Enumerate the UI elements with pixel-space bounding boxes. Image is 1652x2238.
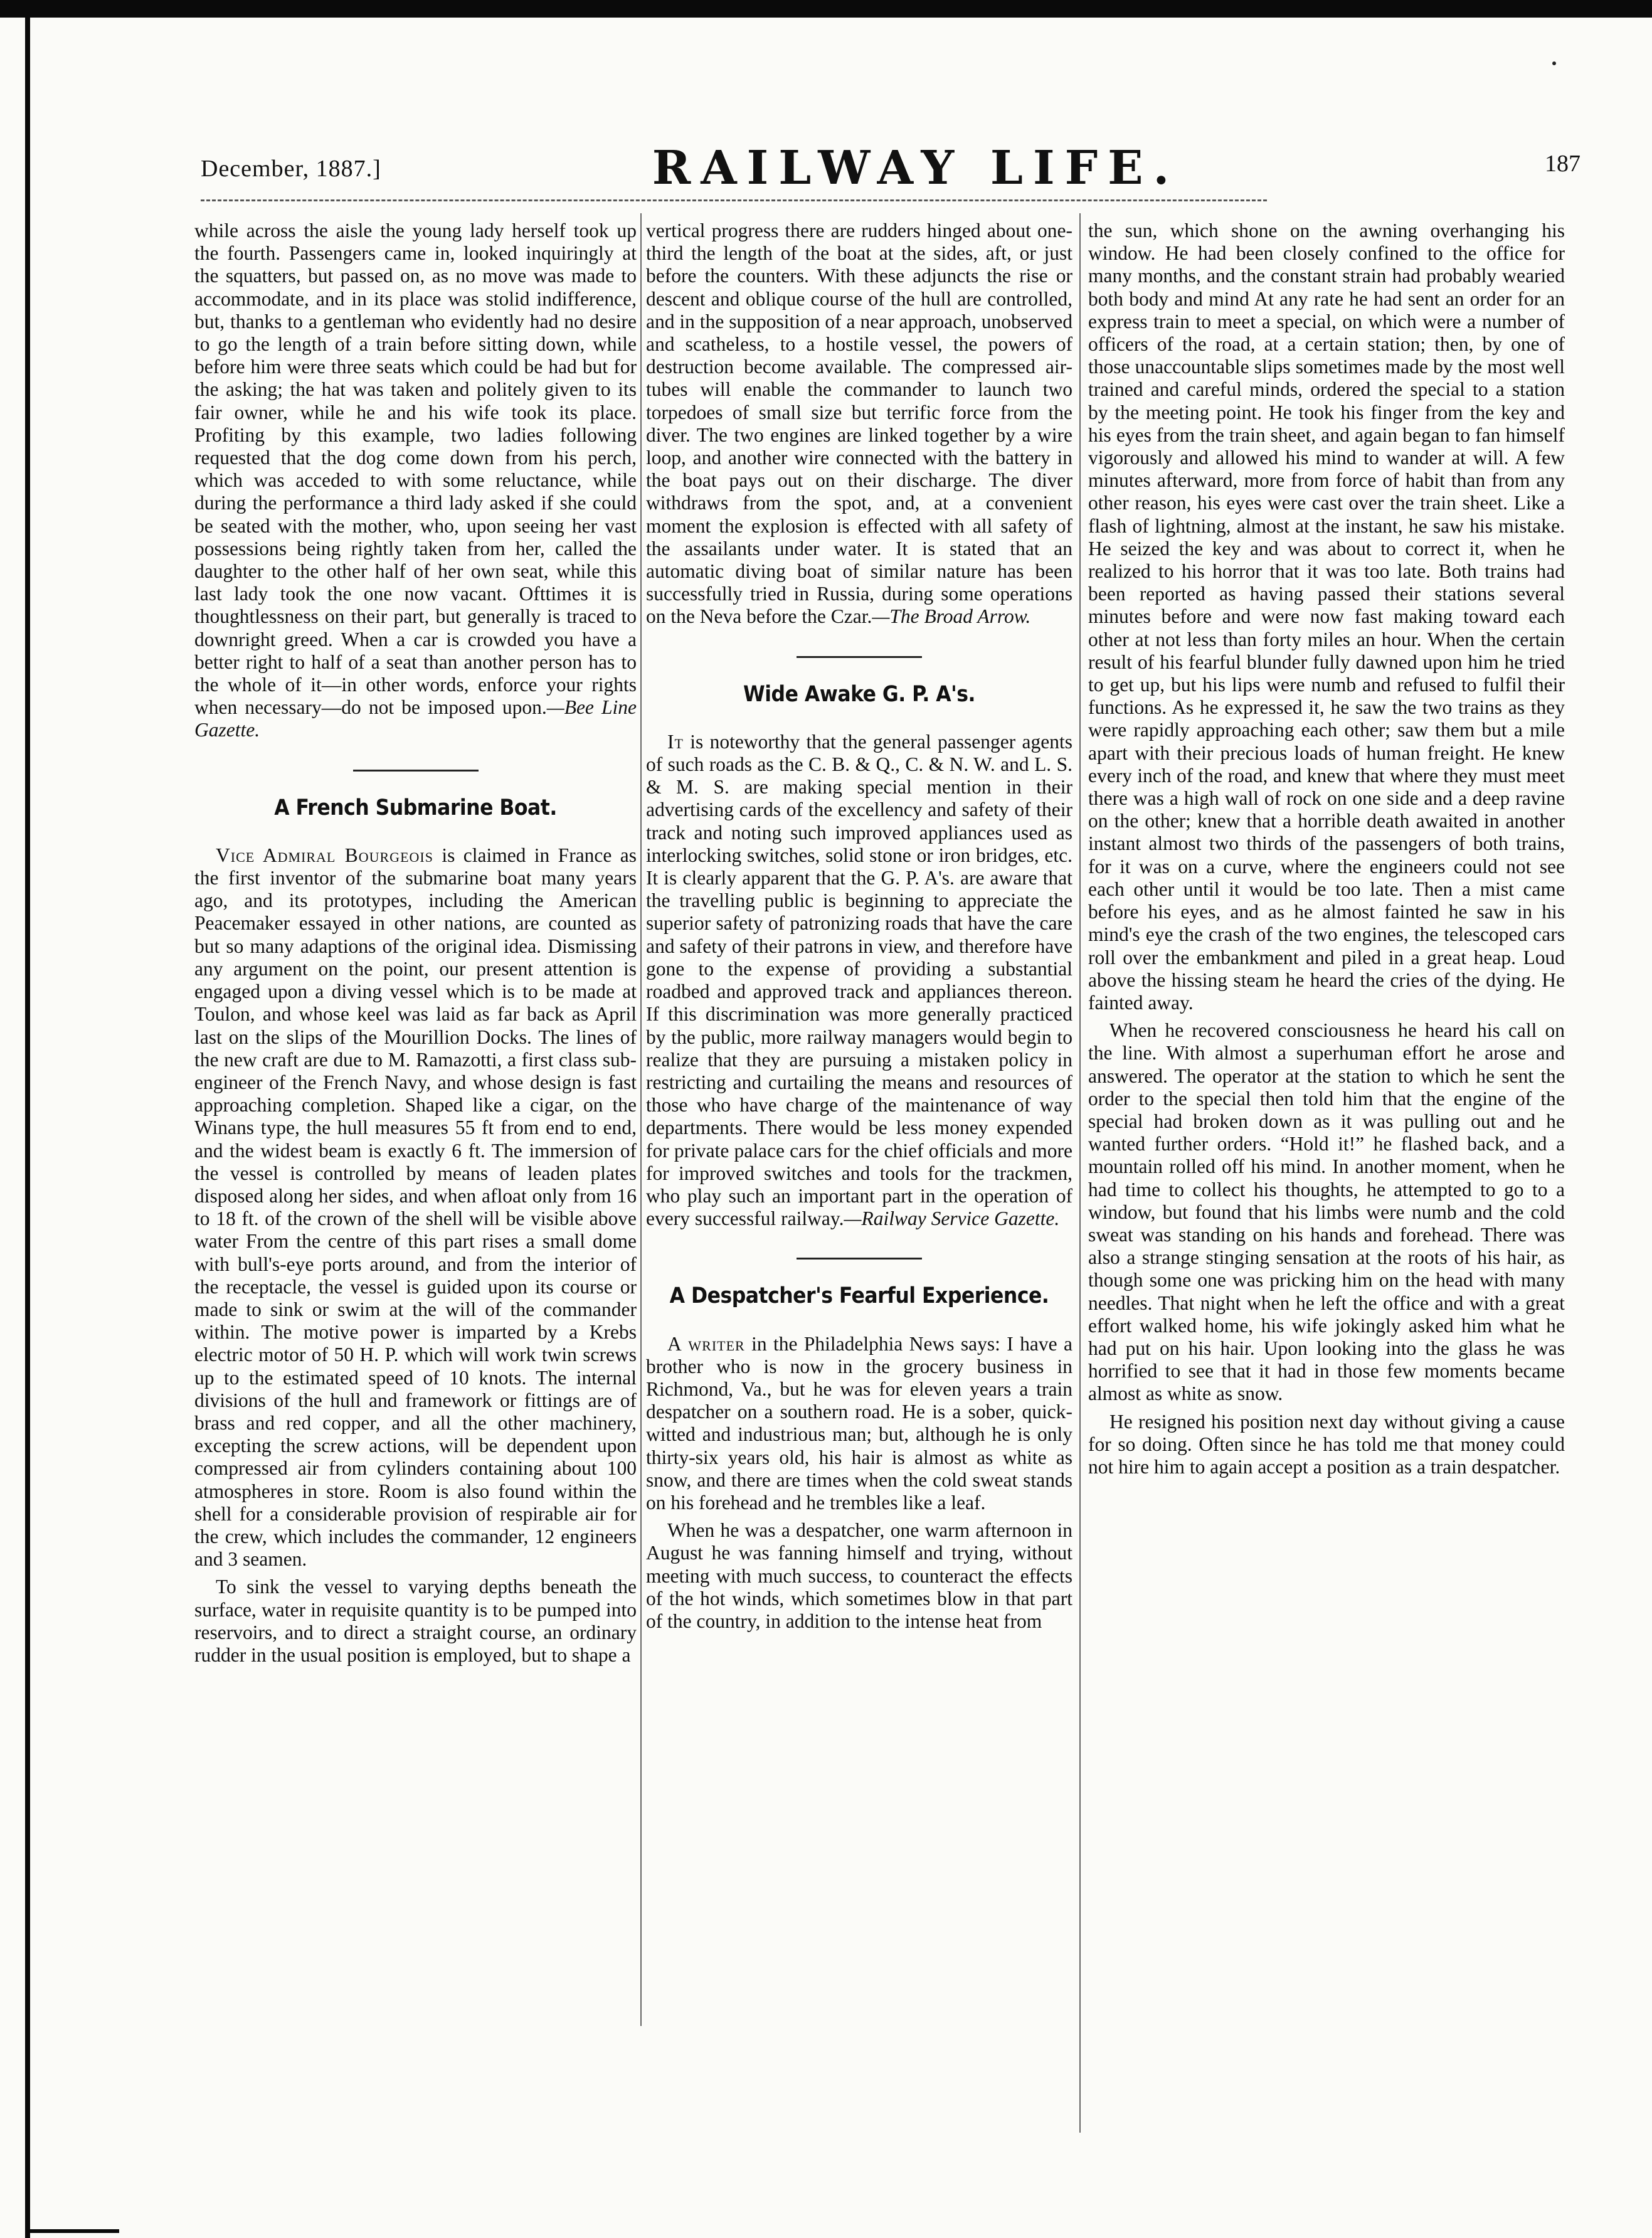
- article-paragraph: He resigned his position next day without giving a cause for so doing. Often since he has told me that money could not hire him to again accept a position as a train despatcher.: [1088, 1410, 1565, 1478]
- header-rule: [201, 199, 1267, 201]
- article-separator: [353, 770, 479, 772]
- lead-in: Vice Admiral Bourgeois: [216, 844, 433, 866]
- column-3: [1088, 220, 1565, 1483]
- article-paragraph: When he was a despatcher, one warm afternoon in August he was fanning himself and trying, without meeting with much success, to counteract the effects of the hot winds, which sometimes blow in that part of the country, in addition to the intense heat from: [646, 1519, 1072, 1632]
- paragraph-text: is noteworthy that the general passenger agents of such roads as the C. B. & Q., C. & N. W. and L. S. & M. S. are making special mention in their advertising cards of the excellency and safety of their track and noting such improved appliances used as interlocking switches, solid stone or iron bridges, etc. It is clearly apparent that the G. P. A's. are aware that the travelling public is beginning to appreciate the superior safety of patronizing roads that have the care and safety of their patrons in view, and therefore have gone to the expense of providing a substantial roadbed and approved track and appliances thereon. If this discrimination was more generally practiced by the public, more railway managers would begin to realize that they are pursuing a mistaken policy in restricting and curtailing the means and resources of those who have charge of the maintenance of way departments. There would be less money expended for private palace cars for the chief officials and more for improved switches and tools for the trackmen, who play such an important part in the operation of every successful railway.: [646, 730, 1072, 1230]
- issue-date: December, 1887.]: [201, 156, 381, 182]
- article-paragraph: [646, 731, 1072, 1230]
- article-title-despatcher: A Despatcher's Fearful Experience.: [669, 1283, 1049, 1309]
- article-title-french-submarine: A French Submarine Boat.: [274, 795, 557, 820]
- masthead-title: RAILWAY LIFE.: [652, 141, 1180, 195]
- article-paragraph: When he recovered consciousness he heard his call on the line. With almost a superhuman effort he arose and answered. The operator at the station to which he sent the order to the special then told him that the engine of the special had broken down as it was pulling out and he wanted further orders. “Hold it!” he flashed back, and a mountain rolled off his mind. In another moment, when he had time to collect his thoughts, he attempted to go to a window, but found that his limbs were numb and the cold sweat was standing on his hands and forehead. There was also a strange stinging sensation at the roots of his hair, as though some one was pricking him on the head with many needles. That night when he left the office and with a great effort walked home, his wife jokingly asked him what he had put on his hair. Upon looking into the glass he was horrified to see that it had in those few moments became almost as white as snow.: [1088, 1019, 1565, 1405]
- paragraph-text: is claimed in France as the first inventor of the submarine boat many years ago, and its prototypes, including the American Peacemaker essayed in other nations, are counted as but so many adaptions of the original idea. Dismissing any argument on the point, our present attention is engaged upon a diving vessel which is to be made at Toulon, and whose keel was laid as far back as April last on the slips of the Mourillion Docks. The lines of the new craft are due to M. Ramazotti, a first class sub-engineer of the French Navy, and whose design is fast approaching completion. Shaped like a cigar, on the Winans type, the hull measures 55 ft from end to end, and the widest beam is exactly 6 ft. The immersion of the vessel is controlled by means of leaden plates disposed along her sides, and when afloat only from 16 to 18 ft. of the crown of the shell will be visible above water From the centre of this part rises a small dome with bull's-eye ports around, and from the interior of the receptacle, the vessel is guided upon its course or made to sink or swim at the will of the commander within. The motive power is imparted by a Krebs electric motor of 50 H. P. which will work twin screws up to the estimated speed of 10 knots. The internal divisions of the hull and framework or fittings are of brass and red copper, and all the other machinery, excepting the screw actions, will be dependent upon compressed air from cylinders containing about 100 atmospheres in store. Room is also found within the shell for a considerable provision of respirable air for the crew, which includes the commander, 12 engineers and 3 seamen.: [194, 844, 637, 1571]
- paragraph-text: vertical progress there are rudders hinged about one-third the length of the boat at the sides, aft, or just before the counters. With these adjuncts the rise or descent and oblique course of the hull are controlled, and in the supposition of a near approach, unobserved and scatheless, to a hostile vessel, the powers of destruction become available. The compressed air-tubes will enable the commander to launch two torpedoes of small size but terrific force from the diver. The two engines are linked together by a wire loop, and another wire connected with the battery in the boat pays out on their discharge. The diver withdraws from the spot, and, at a convenient moment the explosion is effected with all safety of the assailants under water. It is stated that an automatic diving boat of similar nature has been successfully tried in Russia, during some operations on the Neva before the Czar.: [646, 220, 1072, 628]
- paragraph-text: in the Philadelphia News says: I have a brother who is now in the grocery business in Richmond, Va., but he was for eleven years a train despatcher on a southern road. He is a sober, quick-witted and industrious man; but, although he is only thirty-six years old, his hair is almost as white as snow, and there are times when the cold sweat stands on his forehead and he trembles like a leaf.: [646, 1332, 1073, 1514]
- source-credit: —Railway Service Gazette.: [844, 1207, 1060, 1230]
- page-header: [201, 141, 1581, 195]
- source-credit: —The Broad Arrow.: [872, 605, 1031, 628]
- lead-in: It: [667, 730, 684, 753]
- article-separator: [797, 1258, 922, 1260]
- paragraph-text: while across the aisle the young lady herself took up the fourth. Passengers came in, looked inquiringly at the squatters, but passed on, as no move was made to accommodate, and in its place was stolid indifference, but, thanks to a gentleman who evidently had no desire to go the length of a train before sitting down, while before him were three seats which could be had but for the asking; the hat was taken and politely given to its fair owner, while he and his wife took its place. Profiting by this example, two ladies following requested that the dog come down from his perch, which was acceded to with some reluctance, while during the performance a third lady asked if she could be seated with the mother, who, upon seeing her vast possessions being rightly taken from her, called the daughter to the other half of her own seat, while this last lady took the one now vacant. Ofttimes it is thoughtlessness on their part, but generally is traced to downright greed. When a car is crowded you have a better right to half of a seat than another person has to the whole of it—in other words, enforce your rights when necessary—do not be imposed upon.: [194, 220, 637, 719]
- lead-in: A writer: [667, 1332, 745, 1355]
- article-continuation: [194, 220, 637, 742]
- page-number: 187: [1545, 151, 1581, 177]
- bottom-border-rule: [25, 2229, 119, 2233]
- column-divider-right: [1079, 213, 1081, 2133]
- article-separator: [797, 656, 922, 658]
- left-border-rule: [25, 0, 30, 2238]
- column-divider-left: [640, 213, 642, 2026]
- article-paragraph: To sink the vessel to varying depths beneath the surface, water in requisite quantity is to be pumped into reservoirs, and to direct a straight course, an ordinary rudder in the usual position is employed, but to shape a: [194, 1576, 637, 1666]
- article-continuation: [646, 220, 1072, 628]
- column-1: [194, 220, 637, 1672]
- top-border-rule: [0, 0, 1652, 18]
- article-paragraph: [646, 1333, 1072, 1515]
- article-continuation: the sun, which shone on the awning overhanging his window. He had been closely confined to the office for many months, and the constant strain had probably wearied both body and mind At any rate he had sent an order for an express train to meet a special, on which were a number of officers of the road, at a certain station; then, by one of those unaccountable slips sometimes made by the most well trained and careful minds, ordered the special to a station by the meeting point. He took his finger from the key and his eyes from the train sheet, and again began to fan himself vigorously and allowed his mind to wander at will. A few minutes afterward, more from force of habit than from any other reason, his eyes were cast over the train sheet. Like a flash of lightning, almost at the instant, he saw his mistake. He seized the key and was about to correct it, when he realized to his horror that it was too late. Both trains had been reported as having passed their stations several minutes before and were now fast making toward each other at not less than forty miles an hour. When the certain result of his fearful blunder fully dawned upon him he tried to get up, but his lips were numb and refused to fulfil their functions. As he expressed it, he saw the two trains as they were rapidly approaching each other; saw them but a mile apart with their precious loads of human freight. He knew every inch of the road, and knew that where they must meet there was a high wall of rock on one side and a deep ravine on the other; knew that a horrible death awaited in another instant almost two thirds of the passengers of both trains, for it was on a curve, where the engineers could not see each other until it would be too late. Then a mist came before his eyes, and as he almost fainted he saw in his mind's eye the crash of the two engines, the telescoped cars roll over the embankment and piled in a great heap. Loud above the hissing steam he heard the cries of the dying. He fainted away.: [1088, 220, 1565, 1014]
- print-speck: [1552, 61, 1556, 65]
- article-paragraph: [194, 844, 637, 1571]
- source-credit: —Bee Line Gazette.: [194, 696, 637, 741]
- column-2: [646, 220, 1072, 1638]
- article-title-wide-awake: Wide Awake G. P. A's.: [743, 681, 975, 707]
